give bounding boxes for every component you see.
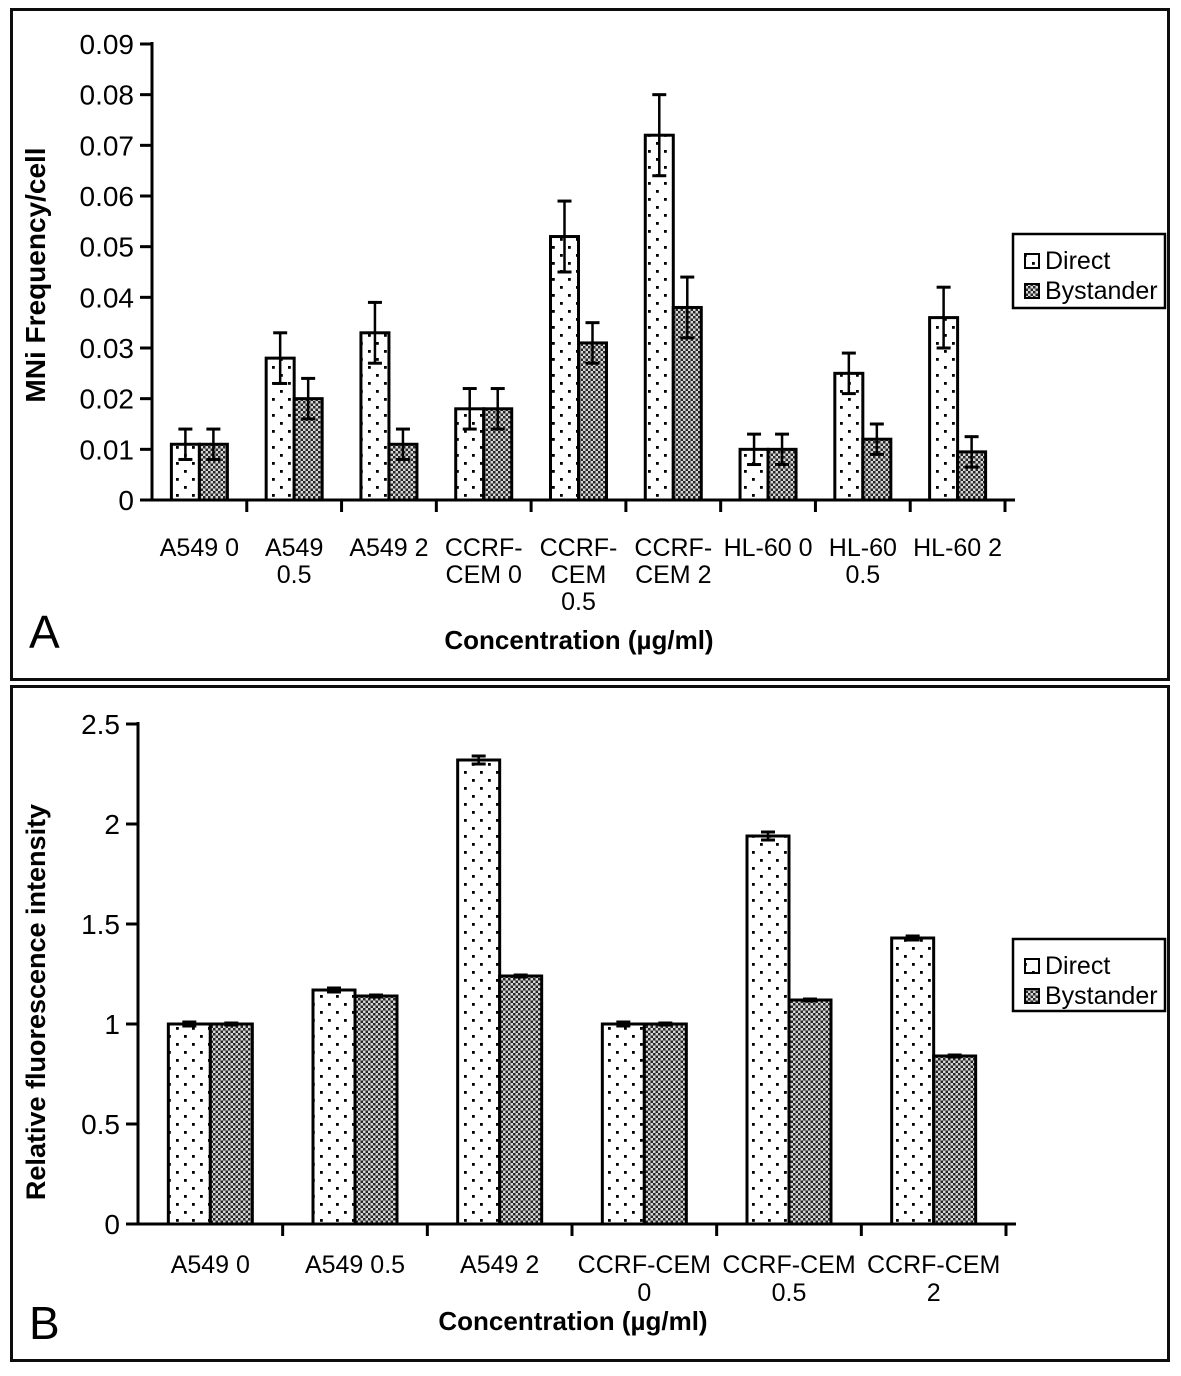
y-tick-label: 0.04 bbox=[79, 282, 134, 314]
bar-bystander bbox=[644, 1024, 686, 1224]
x-axis-title: Concentration (µg/ml) bbox=[444, 625, 714, 655]
y-tick-label: 0.05 bbox=[79, 231, 134, 263]
y-tick-label: 2.5 bbox=[81, 709, 120, 740]
y-tick-label: 2 bbox=[104, 809, 120, 840]
bar-direct bbox=[168, 1024, 210, 1224]
legend-label: Direct bbox=[1045, 952, 1111, 980]
y-tick-label: 0.01 bbox=[79, 434, 134, 466]
legend-label: Direct bbox=[1045, 247, 1111, 275]
category-label: A549 2 bbox=[460, 1251, 540, 1279]
legend-swatch-direct bbox=[1025, 959, 1039, 973]
panel-a-label: A bbox=[29, 606, 60, 658]
category-label: 0 bbox=[637, 1279, 652, 1307]
category-label: CCRF-CEM bbox=[867, 1251, 1001, 1279]
category-label: A549 0 bbox=[170, 1251, 250, 1279]
y-tick-label: 0.07 bbox=[79, 130, 134, 162]
bar-direct bbox=[313, 990, 355, 1224]
y-tick-label: 0 bbox=[104, 1209, 120, 1240]
bar-direct bbox=[645, 135, 673, 500]
category-label: HL-60 2 bbox=[913, 534, 1003, 562]
bar-bystander bbox=[500, 976, 542, 1224]
panel-a bbox=[10, 8, 1170, 681]
category-label: A549 0 bbox=[159, 534, 240, 562]
category-label: CCRF-CEM bbox=[577, 1251, 711, 1279]
bar-bystander bbox=[789, 1000, 831, 1224]
category-label: A549 bbox=[264, 534, 324, 562]
category-label: CEM 0 bbox=[445, 561, 522, 589]
y-tick-label: 0.09 bbox=[79, 29, 134, 60]
panel-b-chart bbox=[13, 688, 1167, 1359]
y-tick-label: 0.02 bbox=[79, 383, 134, 415]
y-tick-label: 0.06 bbox=[79, 181, 134, 212]
y-tick-label: 0 bbox=[118, 485, 134, 516]
category-label: 0.5 bbox=[561, 588, 596, 616]
bar-bystander bbox=[210, 1024, 252, 1224]
y-axis-title: MNi Frequency/cell bbox=[20, 147, 51, 403]
y-tick-label: 0.5 bbox=[81, 1109, 120, 1140]
bar-bystander bbox=[934, 1056, 976, 1224]
panel-b-label: B bbox=[29, 1297, 60, 1349]
y-tick-label: 0.08 bbox=[79, 79, 134, 111]
category-label: CCRF- bbox=[634, 534, 713, 562]
category-label: CCRF-CEM bbox=[722, 1251, 856, 1279]
category-label: HL-60 0 bbox=[723, 534, 813, 562]
bar-direct bbox=[892, 938, 934, 1224]
legend-label: Bystander bbox=[1045, 982, 1158, 1010]
bar-bystander bbox=[579, 343, 607, 500]
category-label: CEM 2 bbox=[635, 561, 712, 589]
panel-a-chart bbox=[13, 11, 1167, 678]
bar-bystander bbox=[355, 996, 397, 1224]
category-label: 2 bbox=[926, 1279, 941, 1307]
category-label: 0.5 bbox=[845, 561, 881, 589]
category-label: A549 0.5 bbox=[304, 1251, 406, 1279]
bar-direct bbox=[602, 1024, 644, 1224]
category-label: HL-60 bbox=[828, 534, 897, 562]
y-tick-label: 1 bbox=[104, 1009, 120, 1040]
category-label: A549 2 bbox=[349, 534, 429, 562]
category-label: 0.5 bbox=[771, 1279, 807, 1307]
category-label: CCRF- bbox=[444, 534, 523, 562]
bar-direct bbox=[458, 760, 500, 1224]
legend-swatch-bystander bbox=[1025, 989, 1039, 1003]
y-axis-title: Relative fluorescence intensity bbox=[21, 803, 51, 1201]
bar-direct bbox=[551, 237, 579, 500]
legend-label: Bystander bbox=[1045, 277, 1158, 305]
y-tick-label: 1.5 bbox=[81, 909, 120, 940]
panel-b bbox=[10, 685, 1170, 1362]
legend-swatch-direct bbox=[1025, 254, 1039, 268]
category-label: 0.5 bbox=[276, 561, 312, 589]
category-label: CEM bbox=[550, 561, 607, 589]
y-tick-label: 0.03 bbox=[79, 333, 134, 364]
x-axis-title: Concentration (µg/ml) bbox=[438, 1306, 708, 1336]
legend-swatch-bystander bbox=[1025, 284, 1039, 298]
category-label: CCRF- bbox=[539, 534, 618, 562]
bar-direct bbox=[747, 836, 789, 1224]
